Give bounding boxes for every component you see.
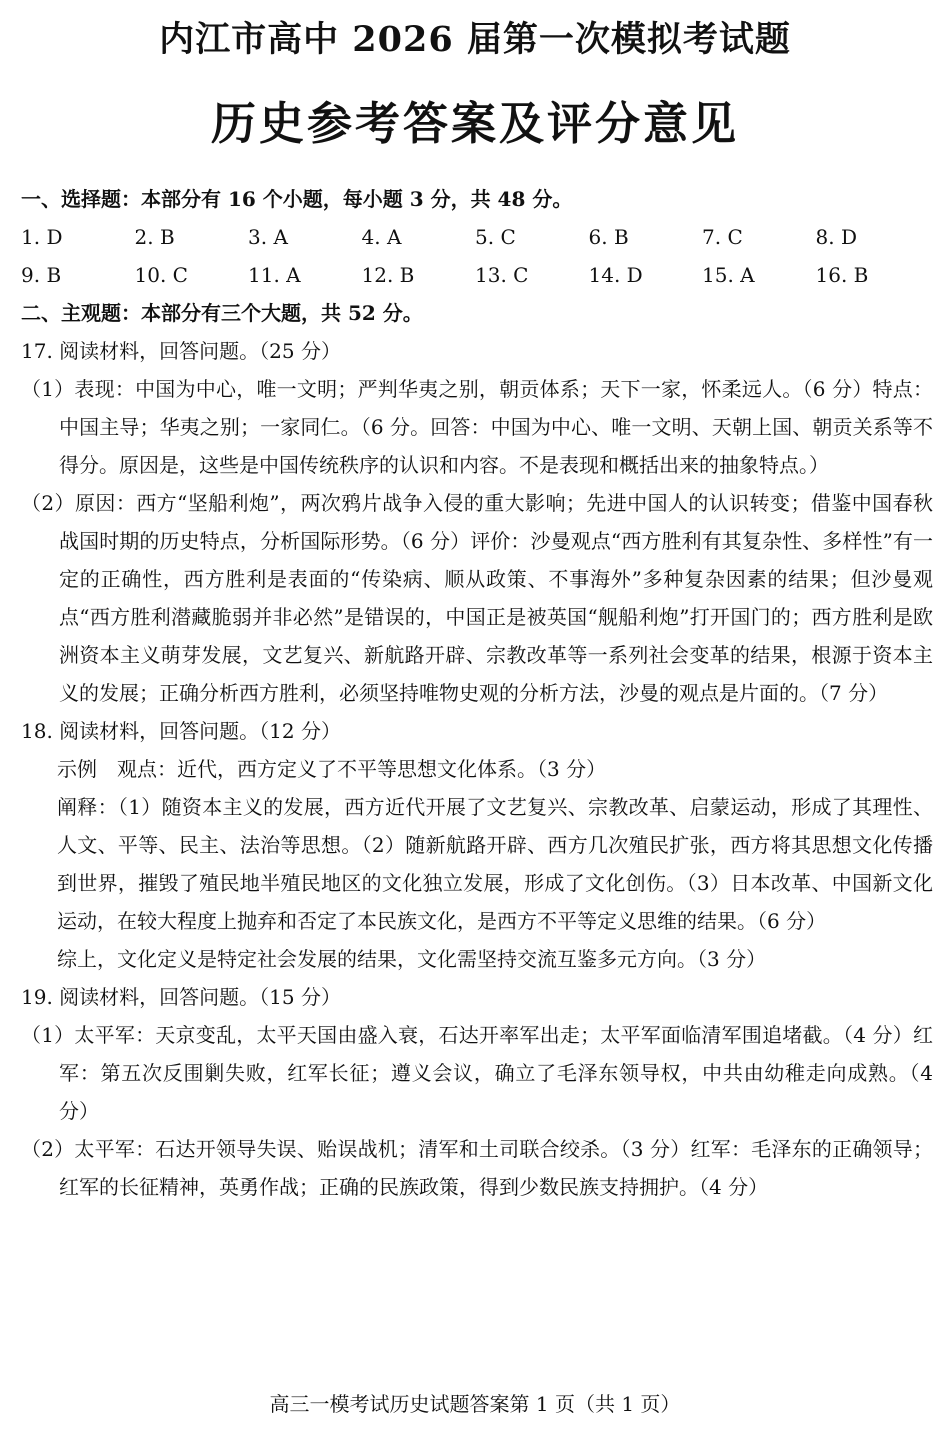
answer-item: 4. A bbox=[361, 225, 402, 249]
answer-item: 8. D bbox=[815, 225, 857, 249]
answer-row-2 bbox=[21, 256, 933, 294]
answer-content bbox=[21, 180, 933, 1206]
answer-item: 2. B bbox=[134, 225, 175, 249]
q19-part1: （1）太平军：天京变乱，太平天国由盛入衰，石达开率军出走；太平军面临清军围追堵截。（4 分）红军：第五次反围剿失败，红军长征；遵义会议，确立了毛泽东领导权，中共由幼稚走向成熟。（4 分） bbox=[21, 1023, 933, 1123]
answer-item: 11. A bbox=[248, 263, 301, 287]
answer-item: 7. C bbox=[702, 225, 743, 249]
page-footer: 高三一模考试历史试题答案第 1 页（共 1 页） bbox=[269, 1392, 681, 1416]
answer-item: 6. B bbox=[588, 225, 629, 249]
answer-item: 3. A bbox=[248, 225, 288, 249]
q17-part1: （1）表现：中国为中心，唯一文明；严判华夷之别，朝贡体系；天下一家，怀柔远人。（6 分）特点：中国主导；华夷之别；一家同仁。（6 分。回答：中国为中心、唯一文明、天朝上国、朝贡关系等不得分。原因是，这些是中国传统秩序的认识和内容。不是表现和概括出来的抽象特点。） bbox=[21, 377, 933, 477]
page-title: 内江市高中 2026 届第一次模拟考试题 bbox=[159, 19, 791, 60]
answer-item: 13. C bbox=[475, 263, 529, 287]
answer-item: 5. C bbox=[475, 225, 516, 249]
q18-title: 18. 阅读材料，回答问题。（12 分） bbox=[21, 719, 341, 743]
section1-heading: 一、选择题：本部分有 16 个小题，每小题 3 分，共 48 分。 bbox=[21, 187, 573, 211]
answer-item: 9. B bbox=[21, 263, 62, 287]
q18-summary: 综上，文化定义是特定社会发展的结果，文化需坚持交流互鉴多元方向。（3 分） bbox=[57, 947, 767, 971]
page-subtitle: 历史参考答案及评分意见 bbox=[210, 97, 739, 150]
section2-heading: 二、主观题：本部分有三个大题，共 52 分。 bbox=[21, 301, 423, 325]
q17-part2: （2）原因：西方“坚船利炮”，两次鸦片战争入侵的重大影响；先进中国人的认识转变；借鉴中国春秋战国时期的历史特点，分析国际形势。（6 分）评价：沙曼观点“西方胜利有其复杂性、多样性”有一定的正确性，西方胜利是表面的“传染病、顺从政策、不事海外”多种复杂因素的结果；但沙曼观点“西方胜利潜藏脆弱并非必然”是错误的，中国正是被英国“舰船利炮”打开国门的；西方胜利是欧洲资本主义萌芽发展，文艺复兴、新航路开辟、宗教改革等一系列社会变革的结果，根源于资本主义的发展；正确分析西方胜利，必须坚持唯物史观的分析方法，沙曼的观点是片面的。（7 分） bbox=[21, 491, 933, 705]
q19-title: 19. 阅读材料，回答问题。（15 分） bbox=[21, 985, 341, 1009]
answer-row-1 bbox=[21, 218, 933, 256]
q19-part2: （2）太平军：石达开领导失误、贻误战机；清军和土司联合绞杀。（3 分）红军：毛泽东的正确领导；红军的长征精神，英勇作战；正确的民族政策，得到少数民族支持拥护。（4 分） bbox=[21, 1137, 933, 1199]
answer-item: 12. B bbox=[361, 263, 415, 287]
q18-example: 示例 观点：近代，西方定义了不平等思想文化体系。（3 分） bbox=[57, 757, 607, 781]
answer-item: 16. B bbox=[815, 263, 869, 287]
answer-item: 15. A bbox=[702, 263, 755, 287]
answer-item: 14. D bbox=[588, 263, 643, 287]
q18-explanation: 阐释：（1）随资本主义的发展，西方近代开展了文艺复兴、宗教改革、启蒙运动，形成了其理性、人文、平等、民主、法治等思想。（2）随新航路开辟、西方几次殖民扩张，西方将其思想文化传播到世界，摧毁了殖民地半殖民地区的文化独立发展，形成了文化创伤。（3）日本改革、中国新文化运动，在较大程度上抛弃和否定了本民族文化，是西方不平等定义思维的结果。（6 分） bbox=[57, 795, 933, 933]
q17-title: 17. 阅读材料，回答问题。（25 分） bbox=[21, 339, 341, 363]
answer-item: 10. C bbox=[134, 263, 188, 287]
answer-item: 1. D bbox=[21, 225, 63, 249]
